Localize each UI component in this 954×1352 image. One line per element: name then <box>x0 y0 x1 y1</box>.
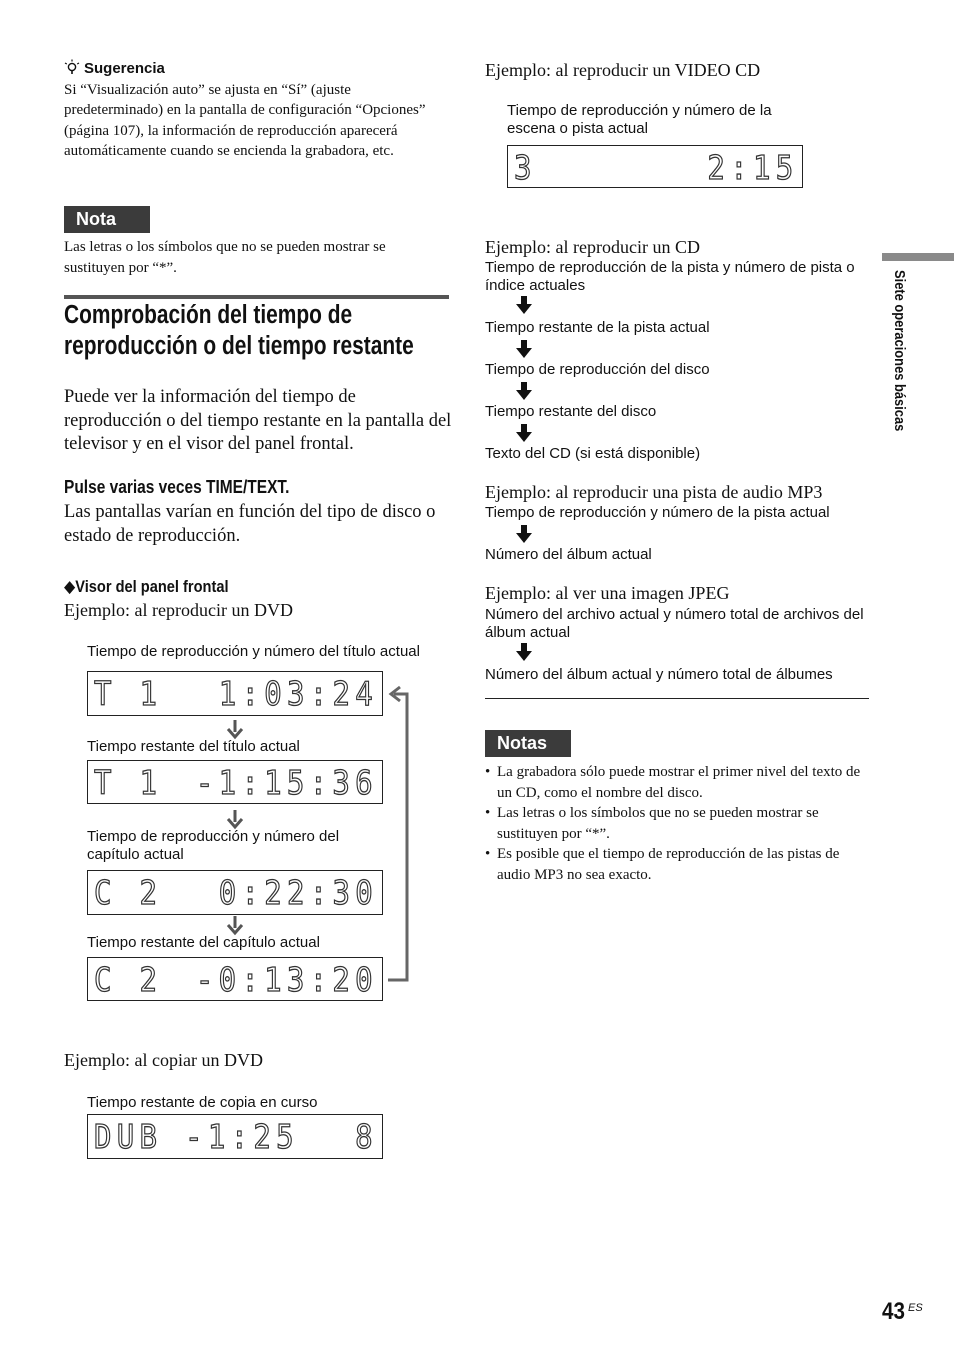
notas-list <box>485 762 870 885</box>
arrow-down-icon <box>516 296 532 315</box>
cd-step: Tiempo de reproducción de la pista y número de pista o índice actuales <box>485 259 855 294</box>
front-panel-display <box>87 760 383 804</box>
mp3-step: Tiempo de reproducción y número de la pista actual <box>485 504 830 521</box>
display-right-text: 2:15 <box>706 148 798 187</box>
display-left-text: T 1 <box>94 763 163 802</box>
tip-heading <box>64 59 165 77</box>
title-rule <box>64 295 449 299</box>
arrow-down-icon <box>226 916 244 936</box>
tip-body: Si “Visualización auto” se ajusta en “Sí” (ajuste predeterminado) en la pantalla de configuración “Opciones” (página 107), la información de reproducción aparecerá automáticamente cuando se encienda la grabadora, etc. <box>64 82 426 160</box>
nota-label: Nota <box>64 206 150 233</box>
display-left-text: DUB -1:25 <box>94 1117 299 1156</box>
mp3-step: Número del álbum actual <box>485 546 652 563</box>
tip-title: Sugerencia <box>84 60 165 77</box>
arrow-down-icon <box>516 340 532 359</box>
jpeg-example: Ejemplo: al ver una imagen JPEG <box>485 583 730 603</box>
cd-step: Tiempo restante del disco <box>485 403 657 420</box>
display-caption: Tiempo de reproducción y número del capítulo actual <box>87 828 340 863</box>
front-panel-heading: ◆Visor del panel frontal <box>64 577 229 596</box>
section-title: Comprobación del tiempo de reproducción o del tiempo restante <box>64 301 414 360</box>
notas-item: • La grabadora sólo puede mostrar el primer nivel del texto de un CD, como el nombre del disco. <box>485 762 870 803</box>
front-panel-display <box>507 145 803 188</box>
chapter-tab-marker <box>882 253 954 261</box>
section-divider <box>485 698 869 699</box>
nota-body: Las letras o los símbolos que no se pueden mostrar se sustituyen por “*”. <box>64 239 386 276</box>
front-panel-display <box>87 1114 383 1159</box>
cd-step: Tiempo restante de la pista actual <box>485 319 710 336</box>
display-caption: Tiempo de reproducción y número del título actual <box>87 643 420 660</box>
display-left-text: 3 <box>514 148 537 187</box>
arrow-down-icon <box>226 720 244 740</box>
loop-back-arrow-icon <box>386 684 414 986</box>
arrow-down-icon <box>226 810 244 830</box>
video-cd-example: Ejemplo: al reproducir un VIDEO CD <box>485 60 761 80</box>
notas-item: • Es posible que el tiempo de reproducción de las pistas de audio MP3 no sea exacto. <box>485 844 870 885</box>
display-right-text: 1:03:24 <box>218 674 378 713</box>
step-instruction: Pulse varias veces TIME/TEXT. <box>64 477 290 497</box>
arrow-down-icon <box>516 525 532 544</box>
step-body: Las pantallas varían en función del tipo de disco o estado de reproducción. <box>64 502 436 546</box>
display-left-text: T 1 <box>94 674 163 713</box>
arrow-down-icon <box>516 382 532 401</box>
copy-example: Ejemplo: al copiar un DVD <box>64 1050 263 1070</box>
front-panel-display <box>87 870 383 915</box>
jpeg-step: Número del archivo actual y número total de archivos del álbum actual <box>485 606 864 641</box>
front-panel-display <box>87 671 383 716</box>
display-right-text: 8 <box>355 1117 378 1156</box>
section-intro: Puede ver la información del tiempo de reproducción o del tiempo restante en la pantalla del televisor y en el visor del panel frontal. <box>64 387 452 454</box>
display-left-text: C 2 <box>94 873 163 912</box>
notas-item: • Las letras o los símbolos que no se pueden mostrar se sustituyen por “*”. <box>485 803 870 844</box>
cd-step: Texto del CD (si está disponible) <box>485 445 701 462</box>
display-right-text: -1:15:36 <box>195 763 378 802</box>
display-right-text: -0:13:20 <box>195 960 378 999</box>
display-left-text: C 2 <box>94 960 163 999</box>
cd-step: Tiempo de reproducción del disco <box>485 361 710 378</box>
mp3-example: Ejemplo: al reproducir una pista de audio MP3 <box>485 482 823 502</box>
chapter-side-label: Siete operaciones básicas <box>891 270 908 432</box>
arrow-down-icon <box>516 643 532 662</box>
jpeg-step: Número del álbum actual y número total de álbumes <box>485 666 833 683</box>
notas-label: Notas <box>485 730 571 757</box>
front-panel-example: Ejemplo: al reproducir un DVD <box>64 600 293 620</box>
lightbulb-icon <box>64 59 80 75</box>
display-right-text: 0:22:30 <box>218 873 378 912</box>
arrow-down-icon <box>516 424 532 443</box>
display-caption: Tiempo restante del capítulo actual <box>87 934 320 951</box>
display-caption: Tiempo de reproducción y número de la escena o pista actual <box>507 102 772 137</box>
page-language-suffix: ES <box>908 1302 923 1314</box>
page-number: 43 <box>882 1298 905 1325</box>
cd-example: Ejemplo: al reproducir un CD <box>485 237 700 257</box>
display-caption: Tiempo restante de copia en curso <box>87 1094 318 1111</box>
display-caption: Tiempo restante del título actual <box>87 738 300 755</box>
front-panel-display <box>87 957 383 1001</box>
